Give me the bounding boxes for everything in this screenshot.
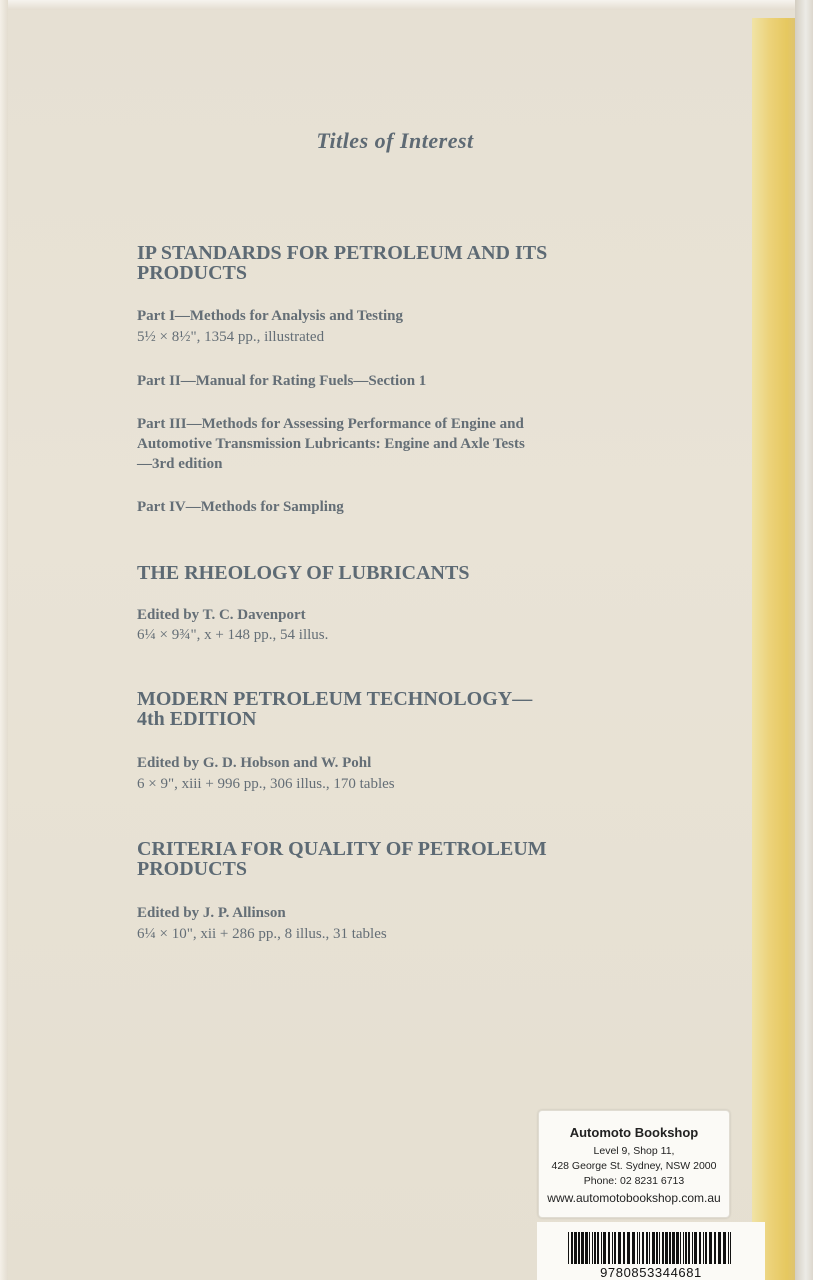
part-3-title-line2: Automotive Transmission Lubricants: Engine and Axle Tests <box>137 436 525 452</box>
part-3-title-line1: Part III—Methods for Assessing Performance of Engine and <box>137 416 524 432</box>
section-title-modern-petroleum-line2: 4th EDITION <box>137 708 257 730</box>
barcode-bar <box>614 1232 616 1264</box>
bookshop-phone: Phone: 02 8231 6713 <box>583 1175 685 1187</box>
barcode-bar <box>694 1232 697 1264</box>
barcode-bar <box>642 1232 644 1264</box>
barcode-bar <box>571 1232 573 1264</box>
barcode-bar <box>612 1232 613 1264</box>
bookshop-address-line2: 428 George St. Sydney, NSW 2000 <box>551 1160 717 1172</box>
section-title-criteria-line1: CRITERIA FOR QUALITY OF PETROLEUM <box>137 838 547 860</box>
barcode-bars <box>568 1232 734 1264</box>
barcode-bar <box>676 1232 679 1264</box>
barcode-bar <box>665 1232 668 1264</box>
barcode-bar <box>589 1232 590 1264</box>
barcode-bar <box>623 1232 625 1264</box>
modern-petroleum-editor: Edited by G. D. Hobson and W. Pohl <box>137 755 372 771</box>
barcode-bar <box>728 1232 729 1264</box>
barcode-sticker <box>537 1222 765 1280</box>
barcode-bar <box>672 1232 675 1264</box>
barcode-bar <box>568 1232 569 1264</box>
barcode-bar <box>649 1232 650 1264</box>
section-title-rheology: THE RHEOLOGY OF LUBRICANTS <box>137 562 470 584</box>
barcode-bar <box>718 1232 721 1264</box>
barcode-bar <box>597 1232 599 1264</box>
barcode-bar <box>632 1232 635 1264</box>
cover-top-edge <box>0 0 813 10</box>
part-3-title-line3: —3rd edition <box>137 456 223 472</box>
barcode-bar <box>639 1232 640 1264</box>
barcode-bar <box>594 1232 596 1264</box>
barcode-bar <box>669 1232 671 1264</box>
barcode-bar <box>574 1232 577 1264</box>
section-title-modern-petroleum-line1: MODERN PETROLEUM TECHNOLOGY— <box>137 688 533 710</box>
barcode-bar <box>683 1232 684 1264</box>
barcode-bar <box>608 1232 610 1264</box>
barcode-bar <box>659 1232 660 1264</box>
barcode-bar <box>592 1232 593 1264</box>
barcode-bar <box>618 1232 621 1264</box>
part-2-title: Part II—Manual for Rating Fuels—Section 1 <box>137 373 427 389</box>
barcode-bar <box>637 1232 638 1264</box>
rheology-detail: 6¼ × 9¾", x + 148 pp., 54 illus. <box>137 627 329 643</box>
cover-left-edge <box>0 0 8 1280</box>
titles-of-interest-heading: Titles of Interest <box>316 128 474 153</box>
barcode-bar <box>703 1232 704 1264</box>
section-title-ip-standards-line2: PRODUCTS <box>137 262 248 284</box>
barcode-bar <box>603 1232 606 1264</box>
bookshop-sticker <box>538 1110 730 1218</box>
plastic-wrap-edge <box>795 0 813 1280</box>
barcode-bar <box>692 1232 693 1264</box>
criteria-editor: Edited by J. P. Allinson <box>137 905 286 921</box>
part-4-title: Part IV—Methods for Sampling <box>137 499 344 515</box>
bookshop-address-line1: Level 9, Shop 11, <box>593 1145 675 1157</box>
part-1-detail: 5½ × 8½", 1354 pp., illustrated <box>137 329 325 345</box>
barcode-bar <box>699 1232 701 1264</box>
rheology-editor: Edited by T. C. Davenport <box>137 607 306 623</box>
barcode-bar <box>601 1232 602 1264</box>
bookshop-name: Automoto Bookshop <box>569 1125 699 1140</box>
barcode-bar <box>723 1232 726 1264</box>
isbn-number: 9780853344681 <box>600 1265 702 1280</box>
barcode-bar <box>581 1232 584 1264</box>
barcode-bar <box>685 1232 687 1264</box>
bookshop-website: www.automotobookshop.com.au <box>547 1191 721 1205</box>
barcode-bar <box>714 1232 716 1264</box>
barcode-bar <box>627 1232 630 1264</box>
barcode-bar <box>705 1232 707 1264</box>
barcode-bar <box>656 1232 658 1264</box>
section-title-ip-standards-line1: IP STANDARDS FOR PETROLEUM AND ITS <box>137 242 548 264</box>
criteria-detail: 6¼ × 10", xii + 286 pp., 8 illus., 31 tables <box>137 926 387 942</box>
barcode-bar <box>646 1232 648 1264</box>
barcode-bar <box>652 1232 655 1264</box>
part-1-title: Part I—Methods for Analysis and Testing <box>137 308 404 324</box>
barcode-bar <box>688 1232 690 1264</box>
modern-petroleum-detail: 6 × 9", xiii + 996 pp., 306 illus., 170 tables <box>137 776 395 792</box>
barcode-bar <box>585 1232 588 1264</box>
barcode-bar <box>680 1232 681 1264</box>
section-title-criteria-line2: PRODUCTS <box>137 858 248 880</box>
barcode-bar <box>730 1232 731 1264</box>
barcode-bar <box>709 1232 712 1264</box>
barcode-bar <box>578 1232 580 1264</box>
barcode-bar <box>662 1232 664 1264</box>
